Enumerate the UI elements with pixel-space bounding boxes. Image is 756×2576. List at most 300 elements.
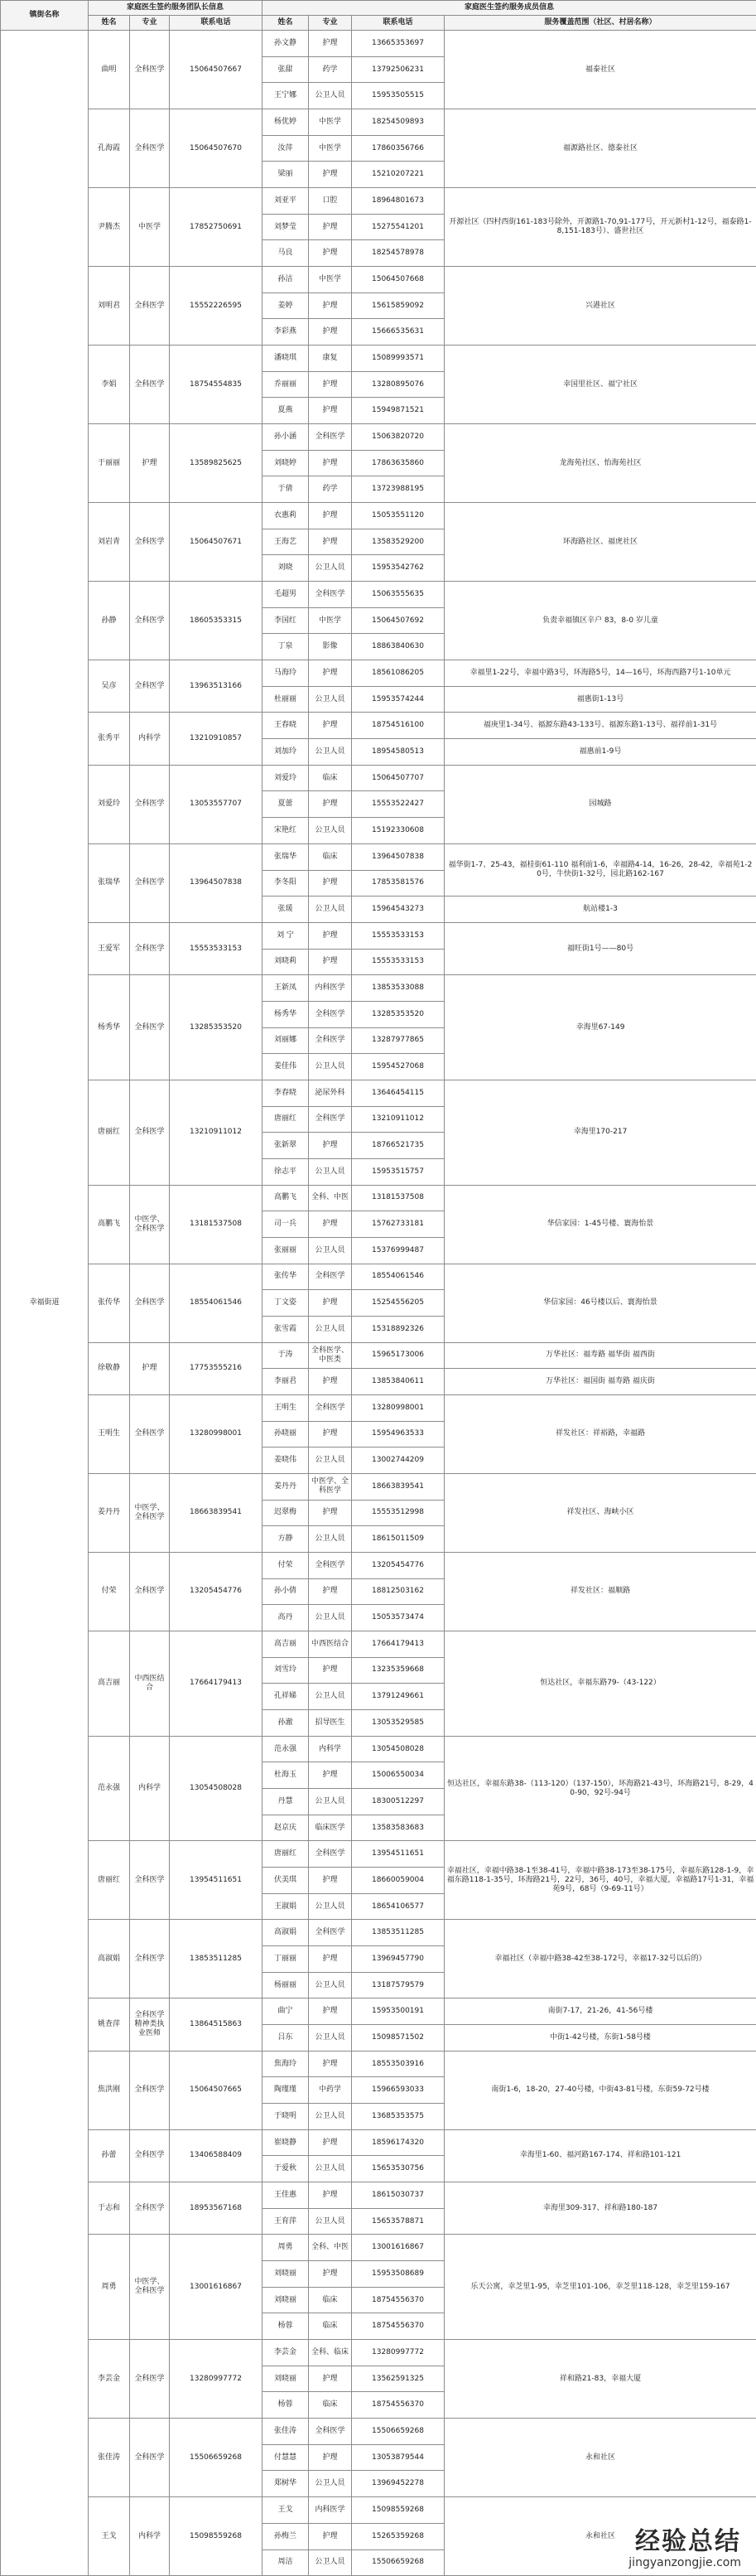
watermark-cn: 经验总结 — [635, 2527, 741, 2556]
team-leader-phone: 13954511651 — [170, 1841, 262, 1920]
member-phone: 13853533088 — [352, 975, 445, 1002]
member-name: 杨秀华 — [262, 1001, 309, 1027]
team-leader-name: 张佳涛 — [89, 2419, 130, 2497]
member-name: 张丽丽 — [262, 1237, 309, 1264]
coverage-area: 负责幸福镇区辛户 83，8-0 岁儿童 — [445, 582, 756, 660]
member-name: 潘晓琪 — [262, 346, 309, 372]
table-row — [1, 346, 756, 372]
member-name: 唐丽红 — [262, 1841, 309, 1868]
member-specialty: 内科医学 — [309, 2497, 352, 2524]
team-leader-phone: 15552226595 — [170, 267, 262, 346]
member-name: 高吉丽 — [262, 1631, 309, 1657]
team-leader-specialty: 全科医学 — [130, 765, 170, 843]
member-specialty: 公卫人员 — [309, 83, 352, 109]
member-name: 王明生 — [262, 1394, 309, 1421]
team-leader-specialty: 内科学 — [130, 1736, 170, 1841]
table-row — [1, 31, 756, 57]
member-specialty: 药学 — [309, 56, 352, 83]
team-leader-specialty: 内科学 — [130, 2497, 170, 2576]
team-leader-phone: 13589825625 — [170, 424, 262, 503]
coverage-area: 万华社区：福寿路 福华街 福西街 — [445, 1342, 756, 1369]
header-member-section: 家庭医生签约服务成员信息 — [262, 1, 756, 16]
table-row — [1, 1552, 756, 1578]
team-leader-name: 孔海霞 — [89, 109, 130, 188]
member-specialty: 全科医学 — [309, 1001, 352, 1027]
team-leader-name: 李芸金 — [89, 2340, 130, 2419]
member-specialty: 护理 — [309, 503, 352, 529]
table-row — [1, 660, 756, 687]
member-phone: 15064507692 — [352, 607, 445, 634]
watermark-url: jingyanzongjie.com — [628, 2556, 741, 2569]
member-specialty: 公卫人员 — [309, 1789, 352, 1815]
member-phone: 17863635860 — [352, 450, 445, 476]
member-name: 杨优婷 — [262, 109, 309, 136]
member-name: 王春晓 — [262, 713, 309, 739]
team-leader-name: 范永强 — [89, 1736, 130, 1841]
member-phone: 15089993571 — [352, 346, 445, 372]
member-name: 姜晓伟 — [262, 1447, 309, 1474]
team-leader-phone: 15064507665 — [170, 2051, 262, 2129]
member-specialty: 护理 — [309, 1946, 352, 1973]
member-specialty: 临床医学 — [309, 1815, 352, 1841]
member-specialty: 护理 — [309, 2261, 352, 2288]
member-specialty: 护理 — [309, 713, 352, 739]
member-specialty: 公卫人员 — [309, 1605, 352, 1631]
member-phone: 13583529200 — [352, 529, 445, 555]
member-specialty: 全科医学 — [309, 1394, 352, 1421]
member-name: 吕东 — [262, 2025, 309, 2052]
member-phone: 15966593033 — [352, 2077, 445, 2104]
member-specialty: 全科、中医 — [309, 1185, 352, 1211]
team-leader-specialty: 全科医学 — [130, 2182, 170, 2235]
member-phone: 13954511651 — [352, 1841, 445, 1868]
member-specialty: 护理 — [309, 1211, 352, 1238]
member-phone: 15553533153 — [352, 949, 445, 975]
team-leader-name: 于丽丽 — [89, 424, 130, 503]
member-specialty: 护理 — [309, 660, 352, 687]
team-leader-specialty: 护理 — [130, 424, 170, 503]
member-specialty: 公卫人员 — [309, 1158, 352, 1185]
member-name: 马海玲 — [262, 660, 309, 687]
member-phone: 18766521735 — [352, 1133, 445, 1159]
member-phone: 13205454776 — [352, 1552, 445, 1578]
team-leader-name: 焦洪刚 — [89, 2051, 130, 2129]
member-name: 于晓明 — [262, 2104, 309, 2130]
team-leader-name: 王明生 — [89, 1394, 130, 1473]
member-name: 孙小倩 — [262, 1578, 309, 1605]
member-phone: 13285353520 — [352, 1001, 445, 1027]
member-name: 衣惠莉 — [262, 503, 309, 529]
member-specialty: 全科医学 — [309, 2419, 352, 2445]
team-leader-phone: 13054508028 — [170, 1736, 262, 1841]
team-leader-specialty: 全科医学 — [130, 1552, 170, 1631]
team-leader-name: 于志和 — [89, 2182, 130, 2235]
member-specialty: 护理 — [309, 31, 352, 57]
coverage-area: 福源路社区、德泰社区 — [445, 109, 756, 188]
team-leader-name: 杨秀华 — [89, 975, 130, 1080]
coverage-area: 幸福社区（幸福中路38-42至38-172号，幸福17-32号以后的） — [445, 1920, 756, 1998]
member-name: 赵京庆 — [262, 1815, 309, 1841]
member-phone: 15254556205 — [352, 1290, 445, 1317]
member-phone: 15553512998 — [352, 1500, 445, 1526]
table-row — [1, 1394, 756, 1421]
member-name: 王戈 — [262, 2497, 309, 2524]
team-leader-specialty: 全科医学 — [130, 2051, 170, 2129]
team-leader-phone: 18953567168 — [170, 2182, 262, 2235]
member-phone: 13235359668 — [352, 1657, 445, 1684]
member-specialty: 临床 — [309, 2392, 352, 2419]
team-leader-phone: 17664179413 — [170, 1631, 262, 1736]
table-row — [1, 713, 756, 739]
table-row — [1, 765, 756, 791]
team-leader-specialty: 全科医学 — [130, 267, 170, 346]
member-phone: 15553522427 — [352, 791, 445, 818]
team-leader-phone: 15064507670 — [170, 109, 262, 188]
member-specialty: 公卫人员 — [309, 1526, 352, 1553]
member-specialty: 护理 — [309, 1500, 352, 1526]
member-name: 周勇 — [262, 2235, 309, 2261]
team-leader-name: 张瑞华 — [89, 843, 130, 922]
member-name: 范永强 — [262, 1736, 309, 1762]
member-phone: 13685353575 — [352, 2104, 445, 2130]
member-specialty: 公卫人员 — [309, 1237, 352, 1264]
table-row — [1, 843, 756, 870]
member-phone: 13002744209 — [352, 1447, 445, 1474]
header-member-specialty: 专业 — [309, 16, 352, 31]
member-phone: 15964543273 — [352, 897, 445, 923]
member-specialty: 护理 — [309, 2182, 352, 2209]
member-phone: 18654106577 — [352, 1893, 445, 1920]
member-name: 焦海玲 — [262, 2051, 309, 2077]
coverage-area: 南街7-17，21-26，41-56号楼 — [445, 1998, 756, 2025]
team-leader-specialty: 全科医学 — [130, 1264, 170, 1342]
member-specialty: 口腔 — [309, 188, 352, 215]
member-phone: 15376999487 — [352, 1237, 445, 1264]
team-leader-phone: 13001616867 — [170, 2235, 262, 2340]
member-name: 张传华 — [262, 1264, 309, 1290]
table-row — [1, 975, 756, 1002]
team-leader-phone: 13280997772 — [170, 2340, 262, 2419]
team-leader-specialty: 全科医学 — [130, 2340, 170, 2419]
member-specialty: 影像 — [309, 634, 352, 660]
member-name: 刘晓丽 — [262, 2261, 309, 2288]
member-name: 李丽君 — [262, 1369, 309, 1395]
member-phone: 18863840630 — [352, 634, 445, 660]
team-leader-name: 姚查萍 — [89, 1998, 130, 2051]
member-name: 丁丽丽 — [262, 1946, 309, 1973]
team-leader-name: 徐敬静 — [89, 1342, 130, 1394]
member-phone: 15006550034 — [352, 1762, 445, 1789]
header-name: 姓名 — [89, 16, 130, 31]
table-row — [1, 1920, 756, 1946]
member-phone: 17860356766 — [352, 135, 445, 162]
member-specialty: 中西医结合 — [309, 1631, 352, 1657]
member-name: 梁丽 — [262, 162, 309, 188]
member-specialty: 公卫人员 — [309, 1893, 352, 1920]
member-specialty: 公卫人员 — [309, 686, 352, 713]
coverage-area: 开源社区（四村西街161-183号除外，开源路1-70,91-177号，开元新村1-12号，福泰路1-8,151-183号）、盛世社区 — [445, 188, 756, 267]
member-phone: 13187579579 — [352, 1972, 445, 1998]
member-name: 李冬阳 — [262, 870, 309, 897]
member-phone: 18954580513 — [352, 739, 445, 766]
member-name: 王佳惠 — [262, 2182, 309, 2209]
member-name: 刘梦莹 — [262, 214, 309, 240]
team-leader-name: 唐丽红 — [89, 1841, 130, 1920]
member-phone: 18615011509 — [352, 1526, 445, 1553]
team-leader-phone: 17852750691 — [170, 188, 262, 267]
member-name: 孔祥娣 — [262, 1684, 309, 1710]
member-name: 杨蓉 — [262, 2313, 309, 2340]
member-phone: 18660059004 — [352, 1868, 445, 1894]
member-specialty: 公卫人员 — [309, 1447, 352, 1474]
member-name: 刘亚平 — [262, 188, 309, 215]
member-specialty: 护理 — [309, 292, 352, 319]
member-phone: 13723988195 — [352, 476, 445, 503]
member-name: 马良 — [262, 240, 309, 267]
member-specialty: 公卫人员 — [309, 739, 352, 766]
member-specialty: 护理 — [309, 1290, 352, 1317]
team-leader-phone: 17753555216 — [170, 1342, 262, 1394]
coverage-area: 祥发社区、海峡小区 — [445, 1473, 756, 1552]
header-member-name: 姓名 — [262, 16, 309, 31]
table-row — [1, 503, 756, 529]
member-specialty: 护理 — [309, 791, 352, 818]
team-leader-specialty: 全科医学 — [130, 1080, 170, 1185]
member-specialty: 护理 — [309, 398, 352, 424]
member-phone: 15098571502 — [352, 2025, 445, 2052]
member-specialty: 护理 — [309, 1868, 352, 1894]
table-row — [1, 2497, 756, 2524]
team-leader-name: 高吉丽 — [89, 1631, 130, 1736]
member-name: 丁泉 — [262, 634, 309, 660]
table-row — [1, 1841, 756, 1868]
team-leader-specialty: 全科医学 — [130, 1394, 170, 1473]
team-leader-phone: 18554061546 — [170, 1264, 262, 1342]
member-specialty: 护理 — [309, 1369, 352, 1395]
member-name: 高丹 — [262, 1605, 309, 1631]
member-phone: 13583583683 — [352, 1815, 445, 1841]
member-specialty: 招导医生 — [309, 1710, 352, 1737]
member-phone: 18300512297 — [352, 1789, 445, 1815]
member-name: 刘晓莉 — [262, 949, 309, 975]
coverage-area: 南街1-6，18-20，27-40号楼，中街43-81号楼，东街59-72号楼 — [445, 2051, 756, 2129]
team-leader-phone: 18663839541 — [170, 1473, 262, 1552]
member-phone: 15192330608 — [352, 818, 445, 844]
member-phone: 13001616867 — [352, 2235, 445, 2261]
member-name: 丁文姿 — [262, 1290, 309, 1317]
member-specialty: 公卫人员 — [309, 1972, 352, 1998]
member-name: 杨丽丽 — [262, 1972, 309, 1998]
member-specialty: 公卫人员 — [309, 2549, 352, 2576]
member-specialty: 中医学 — [309, 135, 352, 162]
member-name: 孙洁 — [262, 267, 309, 293]
member-phone: 15953542762 — [352, 555, 445, 582]
member-phone: 18254509893 — [352, 109, 445, 136]
member-name: 唐丽红 — [262, 1106, 309, 1133]
member-phone: 13181537508 — [352, 1185, 445, 1211]
member-phone: 15666535631 — [352, 319, 445, 346]
member-specialty: 泌尿外科 — [309, 1080, 352, 1106]
team-leader-name: 孙静 — [89, 582, 130, 660]
member-name: 宋艳红 — [262, 818, 309, 844]
member-phone: 13562591325 — [352, 2366, 445, 2392]
member-specialty: 护理 — [309, 1578, 352, 1605]
coverage-area: 幸海里1-60、福河路167-174、祥和路101-121 — [445, 2129, 756, 2182]
team-leader-phone: 13210911012 — [170, 1080, 262, 1185]
member-phone: 13210911012 — [352, 1106, 445, 1133]
team-leader-specialty: 中医学、全科医学 — [130, 1185, 170, 1264]
team-leader-specialty: 全科医学 精神类执业医师 — [130, 1998, 170, 2051]
team-leader-name: 王戈 — [89, 2497, 130, 2576]
coverage-area: 福惠前1-9号 — [445, 739, 756, 766]
coverage-area: 航站楼1-3 — [445, 897, 756, 923]
member-name: 于倩 — [262, 476, 309, 503]
member-specialty: 护理 — [309, 870, 352, 897]
member-name: 刘丽娜 — [262, 1027, 309, 1054]
team-leader-name: 王爱军 — [89, 922, 130, 974]
member-name: 乔丽丽 — [262, 371, 309, 398]
team-leader-name: 孙蕾 — [89, 2129, 130, 2182]
team-leader-phone: 13285353520 — [170, 975, 262, 1080]
member-phone: 13791249661 — [352, 1684, 445, 1710]
member-name: 汝萍 — [262, 135, 309, 162]
team-leader-name: 吴彦 — [89, 660, 130, 713]
member-specialty: 公卫人员 — [309, 555, 352, 582]
member-specialty: 公卫人员 — [309, 2208, 352, 2235]
team-leader-phone: 13210910857 — [170, 713, 262, 765]
member-name: 姜佳伟 — [262, 1054, 309, 1080]
table-row — [1, 2182, 756, 2209]
team-leader-name: 刘明君 — [89, 267, 130, 346]
member-name: 丹慧 — [262, 1789, 309, 1815]
member-name: 张甜 — [262, 56, 309, 83]
team-leader-phone: 15064507667 — [170, 31, 262, 109]
team-leader-specialty: 全科医学 — [130, 31, 170, 109]
table-row — [1, 2235, 756, 2261]
member-name: 张瑗 — [262, 897, 309, 923]
member-phone: 15098559268 — [352, 2497, 445, 2524]
team-leader-specialty: 中医学、全科医学 — [130, 2235, 170, 2340]
coverage-area: 福华街1-7、25-43，福桂街61-110 福利前1-6，幸福路4-14，16-26，28-42，幸福苑1-20号，牛快街1-32号，园北路162-167 — [445, 843, 756, 896]
member-phone: 15063820720 — [352, 424, 445, 451]
member-specialty: 护理 — [309, 1133, 352, 1159]
table-body — [1, 31, 756, 2576]
team-leader-specialty: 全科医学 — [130, 660, 170, 713]
team-leader-name: 高淑娟 — [89, 1920, 130, 1998]
header-street: 镇街名称 — [1, 1, 89, 31]
table-row — [1, 188, 756, 215]
member-specialty: 公卫人员 — [309, 2025, 352, 2052]
team-leader-specialty: 中西医结合 — [130, 1631, 170, 1736]
member-specialty: 护理 — [309, 319, 352, 346]
member-name: 王新凤 — [262, 975, 309, 1002]
member-phone: 13053879544 — [352, 2444, 445, 2471]
team-leader-name: 周勇 — [89, 2235, 130, 2340]
member-specialty: 护理 — [309, 1998, 352, 2025]
team-leader-phone: 13853511285 — [170, 1920, 262, 1998]
team-leader-specialty: 护理 — [130, 1342, 170, 1394]
member-name: 杜海玉 — [262, 1762, 309, 1789]
member-phone: 18561086205 — [352, 660, 445, 687]
member-specialty: 护理 — [309, 450, 352, 476]
member-specialty: 临床 — [309, 765, 352, 791]
member-phone: 13969457790 — [352, 1946, 445, 1973]
member-name: 付荣 — [262, 1552, 309, 1578]
member-specialty: 全科医学 — [309, 1264, 352, 1290]
member-phone: 15265359268 — [352, 2523, 445, 2549]
member-phone: 13853511285 — [352, 1920, 445, 1946]
team-leader-specialty: 全科医学 — [130, 1841, 170, 1920]
team-leader-phone: 15098559268 — [170, 2497, 262, 2576]
member-name: 刘加玲 — [262, 739, 309, 766]
member-specialty: 全科医学 — [309, 582, 352, 608]
member-name: 姜婷 — [262, 292, 309, 319]
team-leader-phone: 13964507838 — [170, 843, 262, 922]
team-leader-name: 刘爱玲 — [89, 765, 130, 843]
member-specialty: 中医学 — [309, 607, 352, 634]
member-name: 崔晓静 — [262, 2129, 309, 2156]
member-specialty: 药学 — [309, 476, 352, 503]
member-specialty: 护理 — [309, 1421, 352, 1447]
team-leader-phone: 13864515863 — [170, 1998, 262, 2051]
member-name: 孙澈 — [262, 1710, 309, 1737]
member-phone: 15615859092 — [352, 292, 445, 319]
member-phone: 15953500191 — [352, 1998, 445, 2025]
member-specialty: 护理 — [309, 371, 352, 398]
member-phone: 15953505515 — [352, 83, 445, 109]
street-name-cell: 幸福街道 — [1, 31, 89, 2576]
member-specialty: 中医学 — [309, 267, 352, 293]
member-phone: 13665353697 — [352, 31, 445, 57]
member-name: 孙梅兰 — [262, 2523, 309, 2549]
member-phone: 15064507668 — [352, 267, 445, 293]
member-specialty: 公卫人员 — [309, 897, 352, 923]
member-phone: 15953574244 — [352, 686, 445, 713]
team-leader-phone: 13181537508 — [170, 1185, 262, 1264]
coverage-area: 华信家园：1-45号楼、寰海怡景 — [445, 1185, 756, 1264]
coverage-area: 幸福里1-22号，幸福中路3号，环海路5号，14—16号，环海西路7号1-10单元 — [445, 660, 756, 687]
coverage-area: 恒达社区，幸福东路38-（113-120）（137-150），环海路21-43号，环海路21号，8-29，40-90，92号-94号 — [445, 1736, 756, 1841]
member-specialty: 全科医学 — [309, 1106, 352, 1133]
table-row — [1, 1185, 756, 1211]
member-phone: 15653530756 — [352, 2156, 445, 2182]
team-leader-specialty: 内科学 — [130, 713, 170, 765]
team-leader-specialty: 全科医学 — [130, 843, 170, 922]
team-leader-name: 唐丽红 — [89, 1080, 130, 1185]
team-leader-specialty: 全科医学 — [130, 1920, 170, 1998]
member-phone: 15210207221 — [352, 162, 445, 188]
table-row — [1, 109, 756, 136]
team-leader-phone: 13205454776 — [170, 1552, 262, 1631]
member-specialty: 护理 — [309, 214, 352, 240]
member-phone: 15965173006 — [352, 1342, 445, 1369]
member-specialty: 全科医学、中医类 — [309, 1342, 352, 1369]
team-leader-phone: 13406588409 — [170, 2129, 262, 2182]
coverage-area: 祥发社区：祥裕路，幸福路 — [445, 1394, 756, 1473]
table-row — [1, 1342, 756, 1369]
member-phone: 18615030737 — [352, 2182, 445, 2209]
team-leader-name: 付荣 — [89, 1552, 130, 1631]
team-leader-phone: 18605353315 — [170, 582, 262, 660]
member-name: 刘晓婷 — [262, 450, 309, 476]
member-specialty: 公卫人员 — [309, 1316, 352, 1342]
member-name: 郑树华 — [262, 2471, 309, 2497]
member-name: 于爱秋 — [262, 2156, 309, 2182]
member-specialty: 内科学 — [309, 1736, 352, 1762]
member-phone: 15063555635 — [352, 582, 445, 608]
member-name: 王育萍 — [262, 2208, 309, 2235]
member-phone: 15506659268 — [352, 2549, 445, 2576]
